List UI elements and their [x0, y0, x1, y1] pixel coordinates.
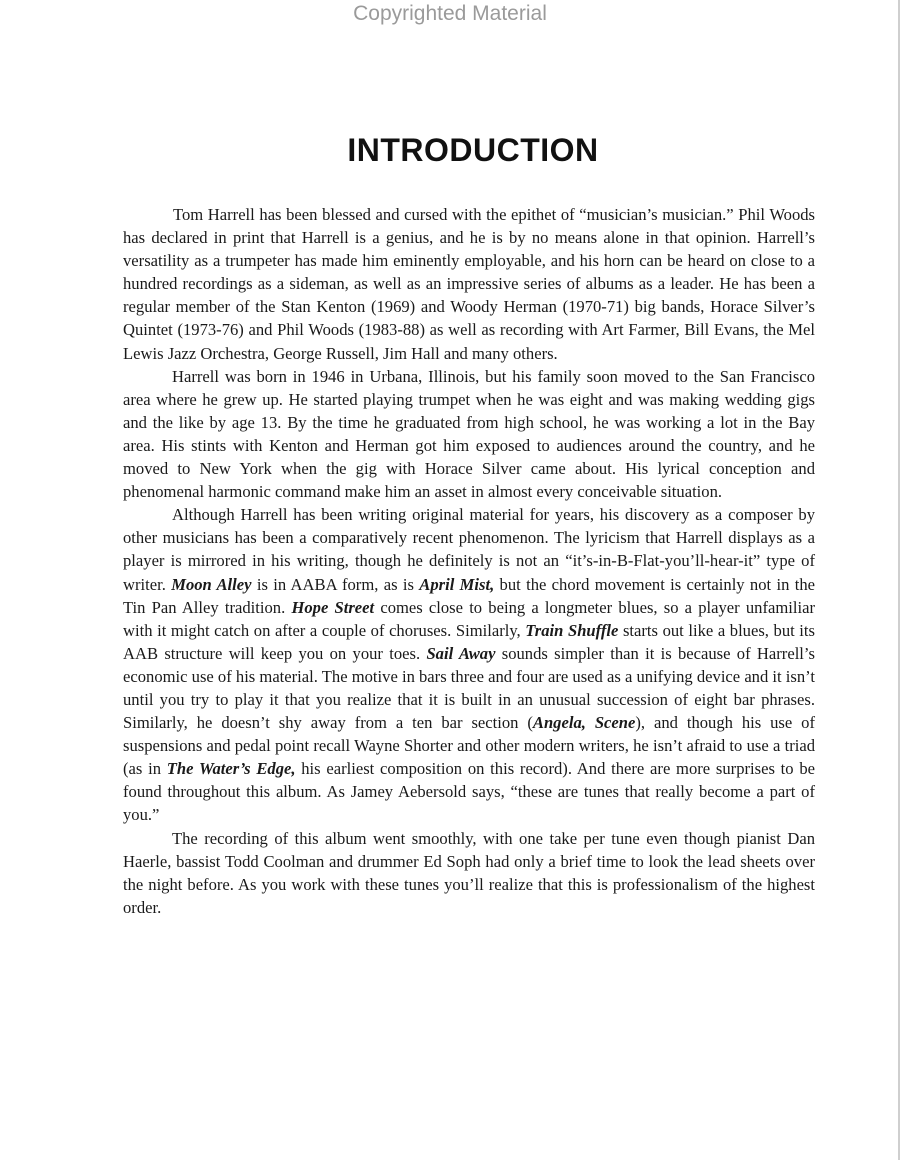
p3-text-1: Although Harrell has been writing original material for years, his discovery as a composer by other musicians has been a comparatively recent phenomenon. The lyricism that Harrell displays as a player is mirrored in his writing, though he definitely is not an “it’s-in-B-Flat-you’ll-hear-it” type of writer. — [123, 505, 815, 594]
tune-title-april-mist: April Mist, — [419, 574, 495, 594]
p3-text-7: ), and though his use of suspensions and pedal point recall Wayne Shorter and other modern writers, he isn’t afraid to use a triad (as in — [123, 713, 815, 779]
copyright-watermark: Copyrighted Material — [353, 2, 547, 25]
paragraph-3 — [123, 503, 815, 826]
tune-title-angela-scene: Angela, Scene — [532, 713, 636, 733]
p3-text-3: but the chord movement is certainly not in the Tin Pan Alley tradition. — [123, 574, 815, 617]
paragraph-1: Tom Harrell has been blessed and cursed with the epithet of “musician’s musician.” Phil Woods has declared in print that Harrell is a genius, and he is by no means alone in that opinion. Harrell’s versatility as a trumpeter has made him eminently employable, and his horn can be heard on close to a hundred recordings as a sideman, as well as an impressive series of albums as a leader. He has been a regular member of the Stan Kenton (1969) and Woody Herman (1970-71) big bands, Horace Silver’s Quintet (1973-76) and Phil Woods (1983-88) as well as recording with Art Farmer, Bill Evans, the Mel Lewis Jazz Orchestra, George Russell, Jim Hall and many others. — [123, 205, 815, 363]
p3-text-5: starts out like a blues, but its AAB structure will keep you on your toes. — [123, 620, 815, 663]
tune-title-waters-edge: The Water’s Edge, — [166, 759, 296, 779]
tune-title-train-shuffle: Train Shuffle — [525, 620, 619, 640]
p3-text-6: sounds simpler than it is because of Harrell’s economic use of his material. The motive in bars three and four are used as a unifying device and it isn’t until you try to play it that you realize that it is built in an unusual succession of eight bar phrases. Similarly, he doesn’t shy away from a ten bar section ( — [123, 643, 815, 733]
page-title: INTRODUCTION — [347, 132, 599, 168]
introduction-body — [123, 203, 815, 919]
paragraph-2: Harrell was born in 1946 in Urbana, Illinois, but his family soon moved to the San Francisco area where he grew up. He started playing trumpet when he was eight and was making wedding gigs and the like by age 13. By the time he graduated from high school, he was working a lot in the Bay area. His stints with Kenton and Herman got him exposed to audiences around the country, and he moved to New York when the gig with Horace Silver came about. His lyrical conception and phenomenal harmonic command make him an asset in almost every conceivable situation. — [123, 366, 815, 502]
p3-text-4: comes close to being a longmeter blues, so a player unfamiliar with it might catch on after a couple of choruses. Similarly, — [123, 597, 816, 640]
p3-text-2: is in AABA form, as is — [251, 574, 420, 594]
p3-text-8: his earliest composition on this record). And there are more surprises to be found throughout this album. As Jamey Aebersold says, “these are tunes that really become a part of you.” — [123, 759, 815, 825]
tune-title-sail-away: Sail Away — [426, 643, 496, 663]
tune-title-hope-street: Hope Street — [291, 597, 375, 617]
paragraph-4: The recording of this album went smoothly, with one take per tune even though pianist Dan Haerle, bassist Todd Coolman and drummer Ed Soph had only a brief time to look the lead sheets over the night before. As you work with these tunes you’ll realize that this is professionalism of the highest order. — [123, 828, 815, 917]
tune-title-moon-alley: Moon Alley — [171, 574, 252, 594]
